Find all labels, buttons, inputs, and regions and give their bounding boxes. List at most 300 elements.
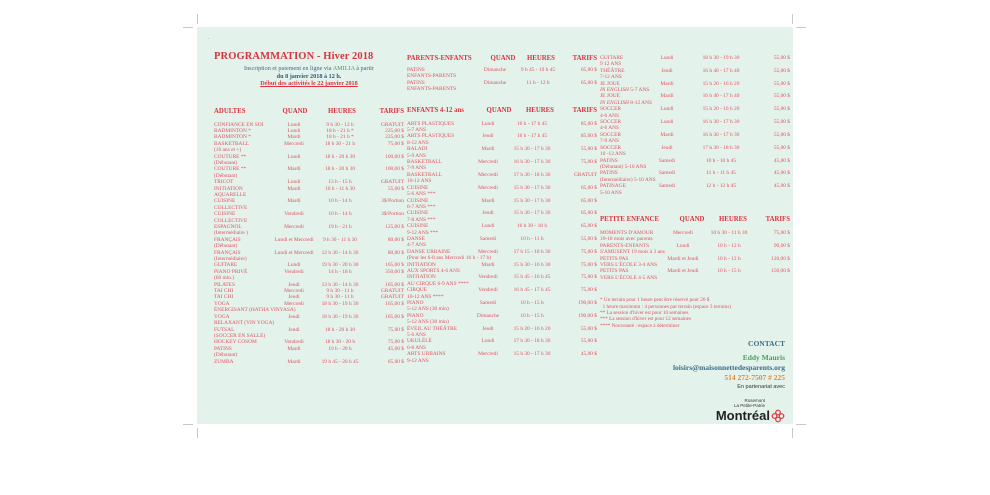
activity-name: PATINS <box>407 67 425 73</box>
activity-name: CIRQUE <box>407 287 428 294</box>
activity-day: Mercredi <box>284 288 304 295</box>
activity-day: Lundi <box>660 55 674 61</box>
activity-day: Lundi <box>660 119 674 126</box>
activity-day: Jeudi <box>288 313 300 320</box>
table-row <box>407 172 597 178</box>
activity-day: Lundi <box>660 106 674 113</box>
activity-name: CUISINE <box>214 198 236 205</box>
activity-day: Jeudi <box>661 67 673 74</box>
activity-day: Lundi <box>287 262 301 269</box>
activity-price: 55,00 $ <box>580 325 597 332</box>
activity-price: 55,00 $ <box>773 131 790 138</box>
activity-name: BADMINTON * <box>214 134 251 141</box>
activity-price: 55,00 $ <box>773 119 790 126</box>
activity-detail: (60 min.) <box>214 275 235 282</box>
activity-day: Mardi et Jeudi <box>667 255 699 262</box>
activity-day: Mercredi <box>284 224 304 230</box>
activity-price: 45,00 $ <box>773 157 790 164</box>
crop-mark <box>183 424 193 425</box>
activity-price: 75,00 $ <box>387 339 404 346</box>
activity-time: 18 h - 20 h 30 <box>324 153 356 160</box>
activity-day: Lundi <box>287 179 301 186</box>
activity-detail: 5-12 ANS (30 min) <box>407 306 449 313</box>
activity-name: SOCCER <box>600 131 621 138</box>
activity-time: 16 h 30 - 17 h 30 <box>702 131 740 138</box>
activity-name: INITIATION <box>407 261 436 268</box>
activity-day: Samedi <box>479 235 497 242</box>
activity-name: ARTS URBAINS <box>407 351 446 358</box>
activity-price: 3$/Portion <box>381 198 404 205</box>
activity-price: 75,00 $ <box>580 248 597 255</box>
activity-detail: 6-7 ANS *** <box>407 203 436 210</box>
activity-day: Mercredi <box>284 140 304 147</box>
activity-price: 65,00 $ <box>580 184 597 191</box>
activity-name: PATINS <box>600 157 618 164</box>
activity-day: Lundi <box>287 153 301 160</box>
activity-time: 18 h 30 - 19 h 30 <box>321 300 359 307</box>
activity-price: 80,00 $ <box>387 236 404 243</box>
activity-day: Mardi et Jeudi <box>667 268 699 275</box>
activity-name: SOCCER <box>600 144 621 151</box>
activity-price: 55,00 $ <box>773 67 790 74</box>
activity-name: COUTURE ** <box>214 153 247 160</box>
column-adultes <box>214 27 404 365</box>
table-row <box>600 55 790 61</box>
activity-detail: VERS L'ÉCOLE 4-5 ANS <box>600 274 658 281</box>
activity-price: 55,00 $ <box>580 146 597 153</box>
activity-day: Lundi <box>676 242 690 249</box>
contact-block <box>673 339 785 423</box>
activity-time: 18 h 30 - 21 h <box>324 140 356 147</box>
activity-time: 10 h - 11 h 30 <box>325 185 355 192</box>
activity-detail: AU CIRQUE 6-9 ANS **** <box>407 280 469 287</box>
activity-time: 10 h - 15 h <box>520 300 544 306</box>
activity-name: PATINS <box>214 345 232 352</box>
activity-price: 75,00 $ <box>580 159 597 166</box>
activity-detail: 5-6 ANS *** <box>407 191 436 198</box>
activity-day: Jeudi <box>288 294 300 301</box>
start-date: Début des activités le 22 janvier 2018 <box>260 80 358 87</box>
activity-detail: 7-9 ANS <box>407 165 427 172</box>
activity-day: Mardi <box>481 197 495 204</box>
activity-detail: (Débutant) <box>214 159 238 166</box>
activity-price: 75,00 $ <box>387 140 404 147</box>
table-row <box>214 154 404 160</box>
activity-name: PIANO <box>407 300 424 306</box>
activity-time: 15 h 20 - 16 h 20 <box>702 106 740 113</box>
activity-price: 165,00 $ <box>385 281 404 288</box>
contact-email[interactable]: loisirs@maisonnettedesparents.org <box>672 363 785 372</box>
activity-day: Mardi <box>660 131 674 138</box>
activity-day: Mercredi <box>284 300 304 307</box>
activity-name: PATINS <box>600 170 618 177</box>
footnotes <box>600 297 790 329</box>
activity-detail: 10-12 ANS <box>407 178 432 185</box>
activity-day: Samedi <box>658 170 676 177</box>
table-row <box>407 159 597 165</box>
activity-time: 16 h - 17 h 45 <box>516 120 548 127</box>
activity-time: 15 h 30 - 17 h 30 <box>513 210 551 217</box>
activity-time: 15 h 30 - 17 h 30 <box>513 184 551 191</box>
activity-name: PETITS PAS <box>600 255 629 262</box>
activity-detail: 10 -12 ANS <box>600 151 626 158</box>
activity-name: JE JOUE <box>600 80 620 87</box>
activity-detail: VERS L'ÉCOLE 3-4 ANS <box>600 261 658 268</box>
activity-detail: (Débutant) <box>214 243 238 250</box>
table-row <box>214 269 404 275</box>
activity-price: 55,00 $ <box>773 144 790 151</box>
activity-time: 15 h 30 - 17 h 30 <box>513 351 551 358</box>
activity-detail: (Intermédiaire) <box>214 256 247 263</box>
activity-time: 17 h 30 - 18 h 30 <box>702 144 740 151</box>
activity-name: TAI CHI <box>214 288 234 295</box>
table-row <box>407 210 597 216</box>
activity-time: 19 h 30 - 20 h 30 <box>321 262 359 269</box>
activity-time: 10 h - 11 h <box>520 235 544 242</box>
activity-price: 75,00 $ <box>580 261 597 268</box>
table-row <box>214 359 404 365</box>
contact-name: Eddy Mauris <box>742 353 785 362</box>
activity-price: 190,00 $ <box>578 312 597 319</box>
activity-day: Samedi <box>658 183 676 190</box>
activity-time: 18 h 30 - 19 h 30 <box>321 313 359 320</box>
activity-day: Samedi <box>658 157 676 164</box>
activity-detail: (Débutant) <box>214 172 238 179</box>
activity-time: 19 h - 21 h <box>328 224 352 230</box>
activity-name: MOMENTS D'AMOUR <box>600 229 654 236</box>
activity-time: 12 h 30 - 14 h 30 <box>321 249 359 256</box>
activity-time: 16 h 40 - 17 h 40 <box>702 93 740 100</box>
activity-price: 165,00 $ <box>385 300 404 307</box>
activity-price: 85,00 $ <box>580 120 597 127</box>
activity-name: YOGA <box>214 300 230 307</box>
registration-date: du 8 janvier 2018 à 12 h. <box>276 72 342 80</box>
activity-time: 9 h 30 - 11 h <box>326 288 354 295</box>
activity-day: Lundi <box>481 338 495 345</box>
activity-time: 16 h 30 - 18 h <box>516 223 548 230</box>
footnote: * Un terrain pour 1 heure peut être réservé pour 20 $ <box>600 297 710 304</box>
activity-time: 11 h - 11 h 45 <box>706 170 736 177</box>
footnote: ** La session d'hiver est pour 10 semaines <box>600 310 689 316</box>
activity-price: 65,00 $ <box>580 197 597 204</box>
activity-detail: (Intermédiaire ) <box>214 230 248 237</box>
amilia-link: AMILIA <box>332 65 355 72</box>
activity-detail: (SOCCER EN SALLE) <box>214 332 266 339</box>
activity-name: SOCCER <box>600 106 621 113</box>
activity-time: 15 h 20 - 16 h 20 <box>702 80 740 87</box>
activity-time: 18 h 30 - 20 h <box>324 339 356 346</box>
activity-name: UKULÉLÉ <box>407 338 432 345</box>
table-row <box>600 106 790 112</box>
activity-price: 65,00 $ <box>580 223 597 230</box>
table-row <box>214 237 404 243</box>
table-row <box>214 141 404 147</box>
activity-day: Mardi <box>287 134 301 141</box>
activity-time: 12 h - 12 h 45 <box>705 183 737 190</box>
activity-name: PETITS PAS <box>600 268 629 275</box>
activity-time: 15 h 45 - 16 h 45 <box>513 274 551 281</box>
activity-price: 3$/Portion <box>381 211 404 218</box>
page-title: PROGRAMMATION - Hiver 2018 <box>214 51 374 62</box>
activity-price: GRATUIT <box>573 171 597 178</box>
activity-price: 55,00 $ <box>773 80 790 87</box>
activity-time: 9 h 30 - 11 h 30 <box>323 236 357 243</box>
activity-price: 120,00 $ <box>771 255 790 262</box>
activity-price: 45,00 $ <box>773 183 790 190</box>
activity-day: Samedi <box>479 300 497 306</box>
table-row <box>600 68 790 74</box>
activity-detail: ÉNERGISANT (HATHA VINYASA) <box>214 307 296 314</box>
activity-detail: 5-10 ANS <box>600 189 622 196</box>
activity-time: 15 h 30 - 17 h 30 <box>513 146 551 153</box>
table-row <box>600 132 790 138</box>
activity-day: Mercredi <box>478 159 498 166</box>
montreal-rosette-icon <box>771 409 785 423</box>
activity-time: 17 h 30 - 18 h 30 <box>513 338 551 345</box>
table-row <box>407 351 597 357</box>
activity-time: 17 h 15 - 18 h 30 <box>513 248 551 255</box>
activity-detail: 7-9 ANS <box>600 138 620 145</box>
activity-price: 65,00 $ <box>387 358 404 365</box>
activity-price: 65,00 $ <box>580 79 597 86</box>
activity-name: CONFIANCE EN SOI <box>214 121 264 128</box>
activity-name: FRANÇAIS <box>214 249 241 256</box>
section-header-enfants: ENFANTS 4-12 ans QUAND HEURES TARIFS <box>407 106 597 114</box>
section-header-parents-enfants: PARENTS-ENFANTS QUAND HEURES TARIFS <box>407 55 597 62</box>
activity-name: ÉVEIL AU THÉÂTRE <box>407 325 458 332</box>
activity-name: TAI CHI <box>214 294 234 301</box>
activity-name: INITIATION <box>407 274 436 281</box>
activity-time: 18 h 30 - 19 h 30 <box>702 55 740 61</box>
activity-detail: IN ENGLISH 8-12 ANS <box>600 99 652 106</box>
activity-price: 80,00 $ <box>387 249 404 256</box>
footnote: 1 heure maximum : 4 personnes par terrain (espace 3 terrains) <box>600 303 732 310</box>
activity-time: 13 h 30 - 14 h 30 <box>321 281 359 288</box>
table-row <box>407 133 597 139</box>
activity-time: 16 h 30 - 17 h 30 <box>513 159 551 166</box>
activity-name: GUITARE <box>600 55 624 61</box>
activity-name: BASKETBALL <box>407 159 443 166</box>
activity-name: CUISINE <box>214 211 236 218</box>
activity-time: 17 h 30 - 18 h 30 <box>513 171 551 178</box>
activity-detail: (Intermédiaire) 5-10 ANS <box>600 176 656 183</box>
activity-time: 18 h - 21 h * <box>326 134 354 141</box>
activity-detail: 7-8 ANS *** <box>407 216 436 223</box>
activity-day: Vendredi <box>478 287 498 294</box>
activity-day: Dimanche <box>483 79 507 86</box>
activity-day: Mercredi <box>478 351 498 358</box>
activity-day: Jeudi <box>482 325 494 332</box>
activity-price: 85,00 $ <box>580 133 597 140</box>
petite-enfance-list <box>600 230 790 281</box>
activity-day: Jeudi <box>288 281 300 288</box>
activity-price: 65,00 $ <box>580 67 597 73</box>
crop-mark <box>197 14 198 24</box>
program-flyer <box>197 27 793 424</box>
activity-detail: ENFANTS-PARENTS <box>407 86 457 93</box>
activity-detail: 10-12 ANS **** <box>407 293 444 300</box>
activity-price: 75,00 $ <box>580 287 597 294</box>
activity-detail: 4-6 ANS <box>600 112 620 119</box>
activity-name: PARENTS-ENFANTS <box>600 242 650 249</box>
footnote: *** La session d'hiver est pour 12 semaines <box>600 316 691 323</box>
activity-price: 125,00 $ <box>385 224 404 230</box>
activity-name: GUITARE <box>214 262 238 269</box>
activity-name: YOGA <box>214 313 230 320</box>
activity-time: 15 h 30 - 16 h 30 <box>513 261 551 268</box>
table-row <box>407 146 597 152</box>
activity-detail: 5-7 ANS <box>407 127 427 134</box>
activity-detail: (Débutant) 5-10 ANS <box>600 163 647 170</box>
activity-time: 15 h 20 - 16 h 20 <box>513 325 551 332</box>
activity-day: Vendredi <box>284 268 304 275</box>
table-row <box>407 236 597 242</box>
table-row <box>214 166 404 172</box>
activity-time: 9 h 45 - 10 h 45 <box>520 67 556 73</box>
crop-mark <box>792 14 793 24</box>
parents-enfants-list <box>407 67 597 93</box>
crop-mark <box>796 424 806 425</box>
activity-day: Mardi <box>287 345 301 352</box>
activity-detail: 4-6 ANS <box>600 125 620 132</box>
column-suite <box>600 27 790 329</box>
activity-name: PATINAGE <box>600 183 626 190</box>
activity-detail: ENFANTS-PARENTS <box>407 73 457 80</box>
table-row <box>214 346 404 352</box>
activity-day: Dimanche <box>476 312 500 319</box>
activity-detail: COLLECTIVE <box>214 204 248 211</box>
activity-name: THÉÂTRE <box>600 67 625 74</box>
contact-phone: 514 272-7507 # 225 <box>724 373 785 382</box>
activity-day: Lundi et Mercredi <box>274 236 314 243</box>
activity-price: 75,00 $ <box>387 326 404 333</box>
activity-price: 45,00 $ <box>580 351 597 358</box>
activity-price: 150,00 $ <box>771 268 790 275</box>
table-row <box>600 119 790 125</box>
activity-price: 45,00 $ <box>387 345 404 352</box>
activity-name: ZUMBA <box>214 358 234 365</box>
table-row <box>600 145 790 151</box>
activity-detail: AUX SPORTS 4-6 ANS <box>407 267 460 274</box>
activity-price: 45,00 $ <box>773 170 790 177</box>
activity-time: 10 h - 12 h <box>717 255 741 262</box>
activity-price: 55,00 $ <box>387 185 404 192</box>
activity-name: BASKETBALL <box>407 171 443 178</box>
table-row <box>407 121 597 127</box>
activity-day: Vendredi <box>478 274 498 281</box>
activity-time: 18 h - 20 h 30 <box>324 326 356 333</box>
section-header-adultes: ADULTES QUAND HEURES TARIFS <box>214 107 404 115</box>
activity-time: 15 h 30 - 17 h 30 <box>513 197 551 204</box>
activity-name: CUISINE <box>407 184 429 191</box>
activity-name: HOCKEY COSOM <box>214 339 257 346</box>
activity-day: Vendredi <box>284 211 304 218</box>
activity-price: 55,00 $ <box>580 338 597 345</box>
activity-day: Jeudi <box>482 210 494 217</box>
activity-time: 11 h - 12 h <box>526 79 550 86</box>
activity-day: Lundi <box>481 120 495 127</box>
adultes-list <box>214 122 404 365</box>
activity-day: Mardi <box>481 146 495 153</box>
activity-day: Mercredi <box>478 171 498 178</box>
activity-detail: 7-12 ANS <box>600 74 622 81</box>
activity-price: 165,00 $ <box>385 262 404 269</box>
activity-time: 10 h - 15 h <box>520 312 544 319</box>
activity-time: 10 h - 14 h <box>328 211 352 218</box>
activity-day: Dimanche <box>483 67 507 73</box>
activity-price: GRATUIT <box>380 294 404 301</box>
activity-time: 10 h - 15 h <box>717 268 741 275</box>
activity-day: Jeudi <box>288 326 300 333</box>
activity-detail: COLLECTIVE <box>214 217 248 224</box>
activity-name: BADMINTON * <box>214 127 251 134</box>
activity-day: Mardi <box>287 166 301 173</box>
activity-name: JE JOUE <box>600 93 620 100</box>
activity-price: 225,00 $ <box>385 134 404 141</box>
table-row <box>600 183 790 189</box>
activity-name: FUTSAL <box>214 326 235 333</box>
activity-day: Mardi <box>481 261 495 268</box>
activity-day: Lundi <box>287 121 301 128</box>
activity-detail: (Pour les 6-8 ans Mercredi 16 h - 17 h) <box>407 255 491 262</box>
activity-day: Lundi et Mercredi <box>274 249 314 256</box>
activity-time: 10 h - 12 h <box>717 242 741 249</box>
activity-name: PATINS <box>407 79 425 86</box>
activity-detail: 6-8 ANS <box>407 344 427 351</box>
activity-day: Mardi <box>287 185 301 192</box>
activity-detail: (16 ans et +) <box>214 147 242 154</box>
activity-price: GRATUIT <box>380 121 404 128</box>
activity-time: 18 h - 21 h * <box>326 127 354 134</box>
activity-detail: 9-12 ANS *** <box>407 229 439 236</box>
activity-detail: (Débutant) <box>214 352 238 359</box>
activity-price: 350,00 $ <box>385 268 404 275</box>
activity-price: 55,00 $ <box>773 93 790 100</box>
activity-day: Lundi <box>287 127 301 134</box>
activity-price: GRATUIT <box>380 288 404 295</box>
activity-name: INITIATION <box>214 185 243 192</box>
activity-day: Lundi <box>481 223 495 230</box>
contact-heading: CONTACT <box>748 339 785 348</box>
activity-detail: 5-9 ANS <box>407 152 427 159</box>
table-row <box>407 338 597 344</box>
activity-price: 65,00 $ <box>580 210 597 217</box>
crop-mark <box>183 27 193 28</box>
crop-mark <box>796 27 806 28</box>
activity-price: 165,00 $ <box>385 313 404 320</box>
activity-name: TRICOT <box>214 179 234 186</box>
activity-day: Mardi <box>660 93 674 100</box>
activity-price: 55,00 $ <box>773 106 790 113</box>
footnote: **** Nouveauté : espace à déterminer <box>600 322 680 329</box>
activity-detail: 4-7 ANS <box>407 242 427 249</box>
table-row <box>407 326 597 332</box>
activity-price: 225,00 $ <box>385 127 404 134</box>
activity-name: CUISINE <box>407 197 429 204</box>
activity-price: GRATUIT <box>380 179 404 186</box>
activity-time: 10 h - 14 h <box>328 198 352 205</box>
activity-name: PIANO PRIVÉ <box>214 268 248 275</box>
montreal-logo: Rosemont La Petite-Patrie Montréal <box>673 398 785 423</box>
activity-time: 9 h 30 - 12 h <box>326 121 354 128</box>
activity-name: SOCCER <box>600 119 621 126</box>
activity-time: 16 h 45 - 17 h 45 <box>513 287 551 294</box>
activity-detail: 8-12 ANS <box>407 139 429 146</box>
activity-time: 18 h - 20 h 30 <box>324 166 356 173</box>
activity-price: 100,00 $ <box>385 153 404 160</box>
activity-name: BASKETBALL <box>214 140 250 147</box>
enfants-suite-list <box>600 55 790 196</box>
